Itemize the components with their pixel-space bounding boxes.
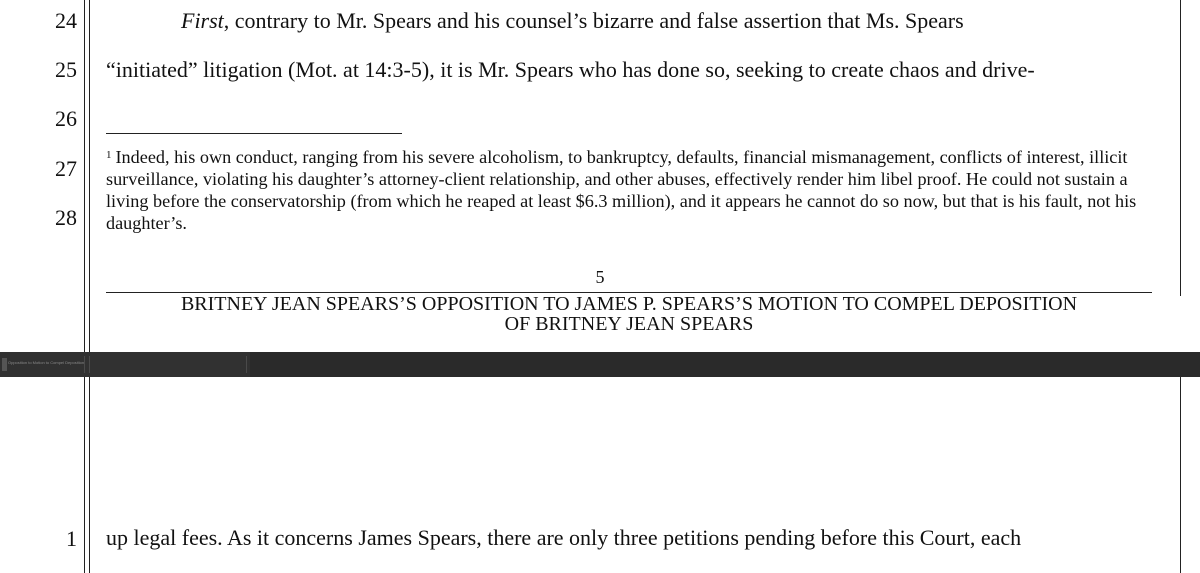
line-number: 24: [55, 8, 77, 33]
footer-title-line-2: OF BRITNEY JEAN SPEARS: [504, 313, 754, 335]
line-number: 25: [55, 57, 77, 82]
line-number: 26: [55, 106, 77, 131]
footnote-separator: [106, 133, 402, 134]
pleading-left-rule-inner: [89, 377, 90, 573]
body-line-25: “initiated” litigation (Mot. at 14:3-5), it is Mr. Spears who has done so, seeking to create chaos and drive-: [106, 57, 1035, 82]
footnote: [106, 146, 1166, 234]
toolbar-divider: [89, 356, 90, 373]
pleading-left-rule-inner: [89, 0, 90, 352]
footer-title-line-1: BRITNEY JEAN SPEARS’S OPPOSITION TO JAMES P. SPEARS’S MOTION TO COMPEL DEPOSITION: [180, 293, 1078, 315]
italic-first: First: [181, 8, 224, 33]
footnote-marker: 1: [106, 149, 112, 161]
document-tab[interactable]: [0, 352, 250, 377]
pleading-left-rule: [84, 377, 85, 573]
pleading-right-rule: [1180, 0, 1181, 296]
body-line-24-text: , contrary to Mr. Spears and his counsel’s bizarre and false assertion that Ms. Spears: [223, 8, 964, 33]
toolbar-divider: [84, 356, 85, 373]
body-line-1: up legal fees. As it concerns James Spears, there are only three petitions pending before this Court, each: [106, 525, 1022, 550]
line-number: 28: [55, 205, 77, 230]
document-page-bottom: [0, 377, 1200, 573]
pleading-left-rule: [84, 0, 85, 352]
toolbar-divider: [246, 356, 247, 373]
footnote-text: Indeed, his own conduct, ranging from his severe alcoholism, to bankruptcy, defaults, financial mismanagement, conflicts of interest, illicit surveillance, violating his daughter’s attorney-client relationship, and other abuses, effectively render him libel proof. He could not sustain a living before the conservatorship (from which he reaped at least $6.3 million), and it appears he cannot do so now, but that is his fault, not his daughter’s.: [106, 147, 1137, 233]
line-number: 1: [66, 526, 77, 551]
pleading-right-rule: [1180, 377, 1181, 573]
page-number: 5: [595, 267, 605, 287]
tab-handle-icon: [2, 358, 7, 371]
viewer-toolbar: [0, 352, 1200, 377]
body-line-24: [181, 8, 964, 34]
line-number: 27: [55, 156, 77, 181]
footer-title: [106, 294, 1152, 334]
document-tab-label: Opposition to Motion to Compel Deposition: [8, 360, 85, 365]
